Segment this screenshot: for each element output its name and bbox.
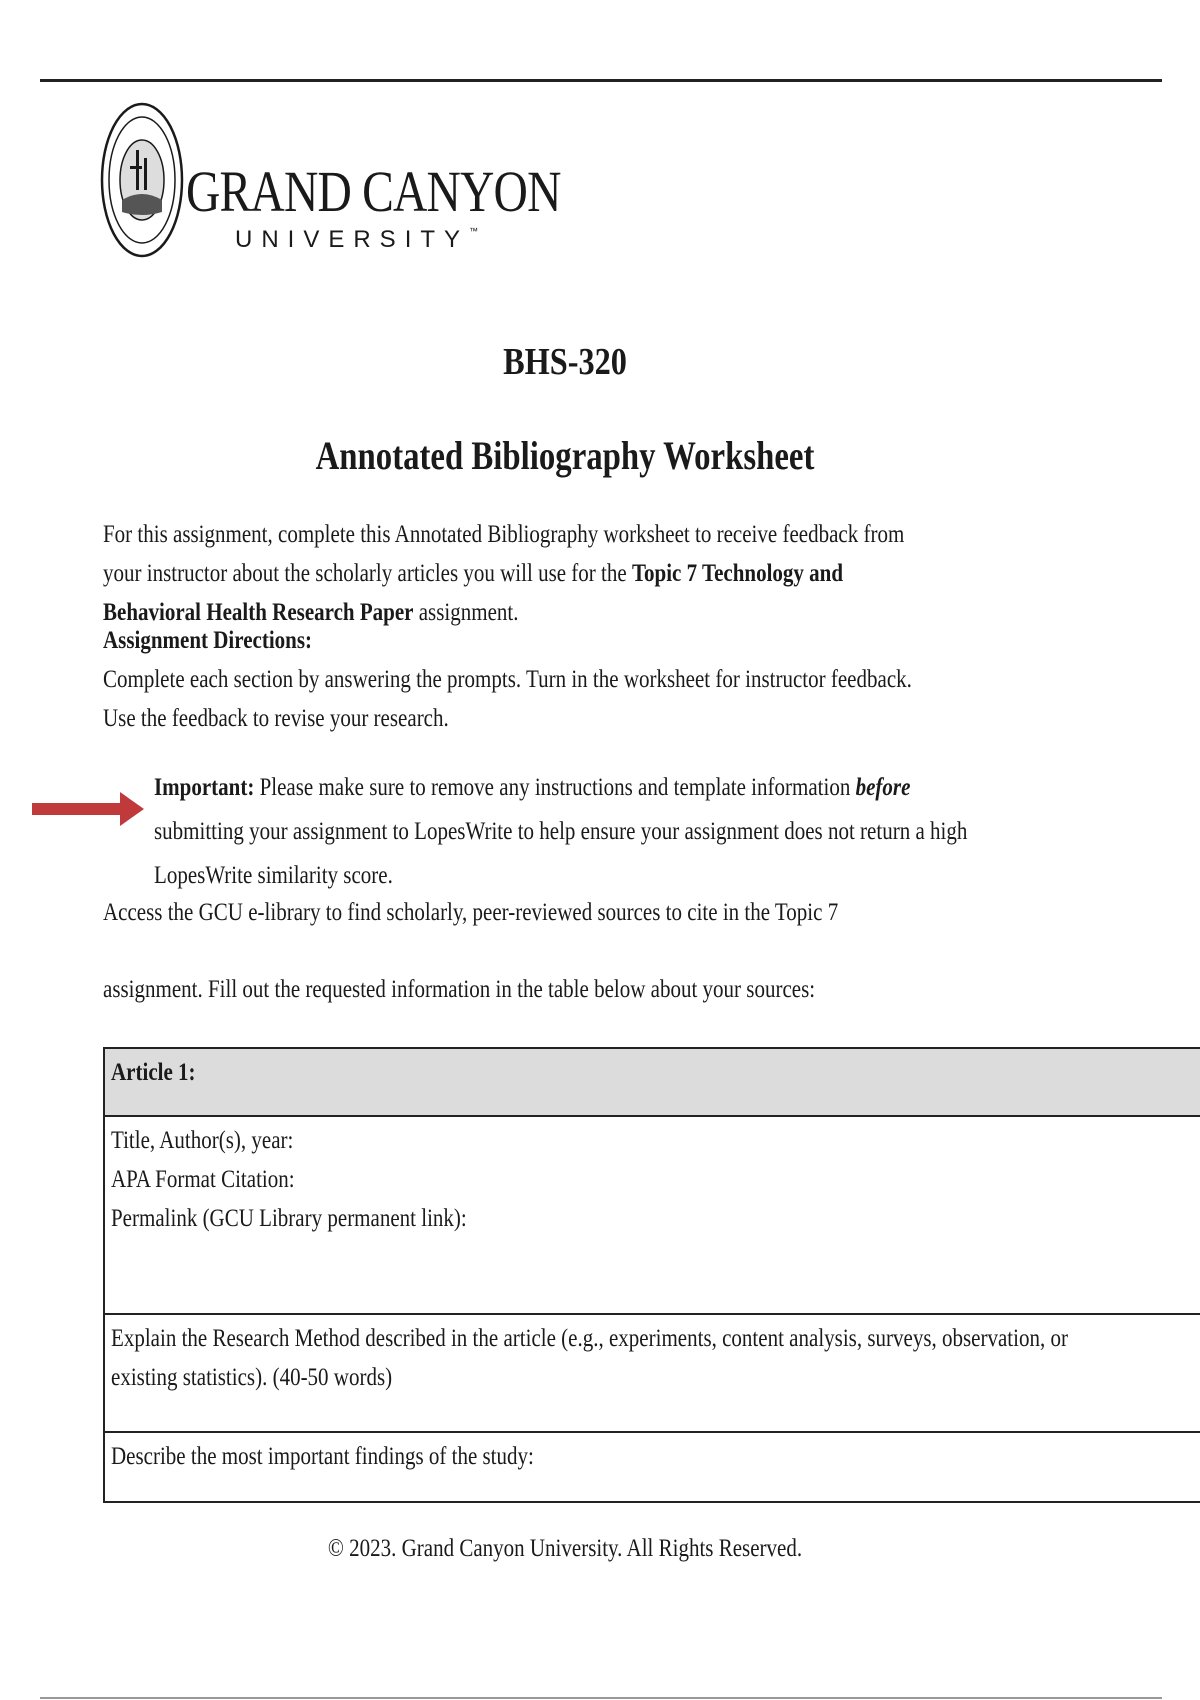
table-row [104,1116,1200,1314]
directions-heading: Assignment Directions: [103,627,313,654]
page-title: Annotated Bibliography Worksheet [315,433,815,478]
bottom-rule [40,1697,1162,1699]
important-text-before: Please make sure to remove any instructions and template information [254,774,856,801]
important-text-after: submitting your assignment to LopesWrite to help ensure your assignment does not return a high LopesWrite similarity score. [154,818,968,889]
research-method-prompt: Explain the Research Method described in the article (e.g., experiments, content analysis, surveys, observation, or existing statistics). (40-50 words) [111,1325,1068,1391]
important-label: Important: [154,774,255,801]
important-note [154,766,994,898]
intro-paragraph [103,515,943,632]
access-line-1: Access the GCU e-library to find scholarly, peer-reviewed sources to cite in the Topic 7 [103,899,839,926]
trademark-symbol: ™ [469,226,479,236]
university-logo [100,100,561,260]
logo-subtitle [235,226,478,254]
important-emphasis: before [855,774,911,801]
article-info-cell[interactable] [104,1116,1200,1314]
intro-text-after: assignment. [413,599,519,626]
article-header-cell [104,1048,1200,1116]
article-table [103,1047,1200,1503]
copyright-footer: © 2023. Grand Canyon University. All Rights Reserved. [327,1535,803,1562]
directions-text: Complete each section by answering the prompts. Turn in the worksheet for instructor feedback. Use the feedback to revise your research. [103,666,912,732]
title-author-year-label: Title, Author(s), year: [111,1127,294,1154]
course-code: BHS-320 [503,341,627,383]
logo-name: GRAND CANYON [186,159,561,224]
findings-cell[interactable] [104,1432,1200,1502]
logo-subtitle-text: UNIVERSITY [235,226,470,253]
article-header: Article 1: [111,1059,196,1086]
university-seal-icon [100,100,184,260]
table-row [104,1314,1200,1432]
table-row [104,1048,1200,1116]
permalink-label: Permalink (GCU Library permanent link): [111,1205,467,1232]
research-method-cell[interactable] [104,1314,1200,1432]
arrow-right-icon [32,790,144,828]
top-rule [40,79,1162,82]
table-row [104,1432,1200,1502]
intro-text-before: For this assignment, complete this Annotated Bibliography worksheet to receive feedback from your instructor about the scholarly articles you will use for the [103,521,905,587]
intro-assignment-name: Topic 7 Technology and Behavioral Health Research Paper [103,560,844,626]
access-line-2: assignment. Fill out the requested information in the table below about your sources: [103,976,816,1003]
findings-prompt: Describe the most important findings of the study: [111,1443,534,1470]
apa-citation-label: APA Format Citation: [111,1166,295,1193]
